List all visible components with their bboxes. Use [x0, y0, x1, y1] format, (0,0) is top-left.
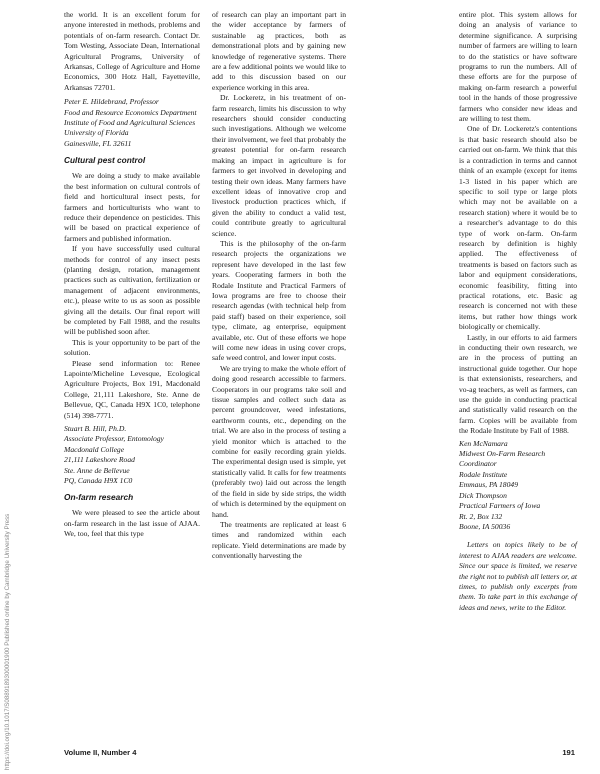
paragraph: If you have successfully used cultural methods for control of any insect pests (planting design, rotation, management practices such as cultivation, fertilization or management of adjacent environments, etc.), please write to us as soon as possible giving all the details. Our final report will be completed by Fall 1988, and the results will be published soon after. [64, 244, 200, 337]
signature-name: Ken McNamara [459, 438, 508, 448]
paragraph: The treatments are replicated at least 6 times and randomized within each replicate. Yield determinations are made by conventionally harvesting the [212, 519, 346, 561]
signature-line: Midwest On-Farm Research Coordinator [459, 449, 546, 469]
paragraph: This is the philosophy of the on-farm research projects the organizations we represent have developed in the last few years. Cooperating farmers in both the Rodale Institute and Practical Farmers of Iowa programs are free to choose their research agendas (with technical help from paid staff) based on their experience, soil type, climate, ag enterprise, equipment available, etc. Out of these efforts we hope will come new ideas in using cover crops, safe weed control, and lower input costs. [212, 238, 346, 363]
signature-name: Stuart B. Hill, Ph.D. [64, 424, 127, 434]
editor-note: Letters on topics likely to be of interest to AJAA readers are welcome. Since our space is limited, we reserve the right not to publish all letters or, at times, to publish only excerpts from them. To take part in this exchange of ideas and news, write to the Editor. [459, 540, 577, 612]
signature-line: Food and Resource Economics Department [64, 107, 197, 117]
signature-line: Rodale Institute [459, 469, 508, 479]
signature-line: PQ, Canada H9X 1C0 [64, 476, 133, 486]
paragraph: entire plot. This system allows for doing an analysis of variance to determine significance. A surprising number of farmers are willing to learn to do the statistics or have software programs to run the numbers. All of these efforts are for the purpose of making on-farm research a powerful tool in the hands of those progressive farmers who consider new ideas and are willing to test them. [459, 10, 577, 124]
signature-line: Gainesville, FL 32611 [64, 138, 132, 148]
signature-line: Associate Professor, Entomology [64, 434, 164, 444]
volume-footer: Volume II, Number 4 [64, 748, 137, 757]
signature-line: 21,111 Lakeshore Road [64, 455, 135, 465]
paragraph: We are doing a study to make available the best information on cultural controls of field and horticultural insect pests, for farmers and horticulturists who want to reduce their dependence on pesticides. This will be based on practical experience of farmers and published information. [64, 171, 200, 243]
paragraph: the world. It is an excellent forum for anyone interested in methods, problems and potentials of on-farm research. Contact Dr. Tom Westing, Associate Dean, International Agricultural Programs, University of Arkansas, College of Agriculture and Home Economics, 300 Hotz Hall, Fayetteville, Arkansas 72701. [64, 10, 200, 92]
section-heading-cultural-pest-control: Cultural pest control [64, 155, 146, 166]
signature-line: Practical Farmers of Iowa [459, 501, 541, 511]
signature-line: Emmaus, PA 18049 [459, 480, 518, 490]
section-heading-on-farm-research: On-farm research [64, 492, 134, 503]
paragraph: One of Dr. Lockeretz's contentions is that basic research should also be carried out on-farm. We think that this is a contradiction in terms and cannot think of an example (except for items 1-3 listed in his paper which are specific to soil type or large plots which may not be available on a research station) where it would be to a researcher's advantage to do this type of work on-farm. On-farm research by definition is highly applied. The effectiveness of treatments is based on factors such as labor and equipment considerations, economic feasibility, fitting into practical rotations, etc. Basic ag research is concerned not with these items, but rather how things work biologically or chemically. [459, 124, 577, 332]
page-number: 191 [562, 748, 575, 757]
paragraph: We were pleased to see the article about on-farm research in the last issue of AJAA. We, too, feel that this type [64, 508, 200, 539]
paragraph: Lastly, in our efforts to aid farmers in conducting their own research, we are in the process of putting an instructional guide together. Our hope is that extensionists, researchers, and vo-ag teachers, as well as farmers, can use the guide in conducting practical and statistically valid research on the farm. Copies will be available from the Rodale Institute by Fall of 1988. [459, 332, 577, 436]
signature-name: Dick Thompson [459, 490, 507, 500]
column-3 [459, 10, 577, 613]
paragraph: of research can play an important part in the wider acceptance by farmers of sustainable ag practices, both as demonstrational plots and by gaining new knowledge of regenerative systems. There are a few additional points we would like to add to this discussion based on our experience working in this area. [212, 10, 346, 92]
doi-watermark-text: https://doi.org/10.1017/S0889189300001900 Published online by Cambridge University Press [4, 513, 11, 770]
column-1 [64, 10, 200, 540]
paragraph: Please send information to: Renee Lapointe/Micheline Levesque, Ecological Agriculture Projects, Box 191, Macdonald College, 21,111 Lakeshore, Ste. Anne de Bellevue, QC, Canada H9X 1C0, telephone (514) 398-7771. [64, 358, 200, 420]
signature-line: Rt. 2, Box 132 [459, 511, 503, 521]
paragraph: We are trying to make the whole effort of doing good research accessible to farmers. Cooperators in our programs take soil and tissue samples and collect such data as percent groundcover, weed infestations, earthworm counts, etc., depending on the trial. We are also in the process of testing a yield monitor which is attached to the combine for easily recording grain yields. The experimental design used is simple, yet statistically valid. It calls for few treatments (preferably two) laid out across the length of the field in side by side strips, the width of which is determined by the equipment on hand. [212, 363, 346, 519]
signature-line: University of Florida [64, 128, 129, 138]
signature-name: Peter E. Hildebrand, Professor [64, 97, 159, 107]
paragraph: This is your opportunity to be part of the solution. [64, 337, 200, 358]
doi-watermark [0, 0, 16, 774]
signature-line: Institute of Food and Agricultural Sciences [64, 118, 196, 128]
paragraph: Dr. Lockeretz, in his treatment of on-farm research, limits his discussion to why researchers should consider conducting such investigations. Although we welcome their involvement, we feel that probably the greatest potential for on-farm research making an impact in agriculture is for farmers to get involved in developing and testing their own ideas. Many farmers have excellent ideas of innovative crop and livestock production practices which, if given the ability to conduct a valid test, could contribute greatly to agricultural science. [212, 93, 346, 238]
signature-line: Boone, IA 50036 [459, 521, 511, 531]
column-2 [212, 10, 346, 562]
signature-line: Ste. Anne de Bellevue [64, 465, 130, 475]
signature-line: Macdonald College [64, 444, 125, 454]
